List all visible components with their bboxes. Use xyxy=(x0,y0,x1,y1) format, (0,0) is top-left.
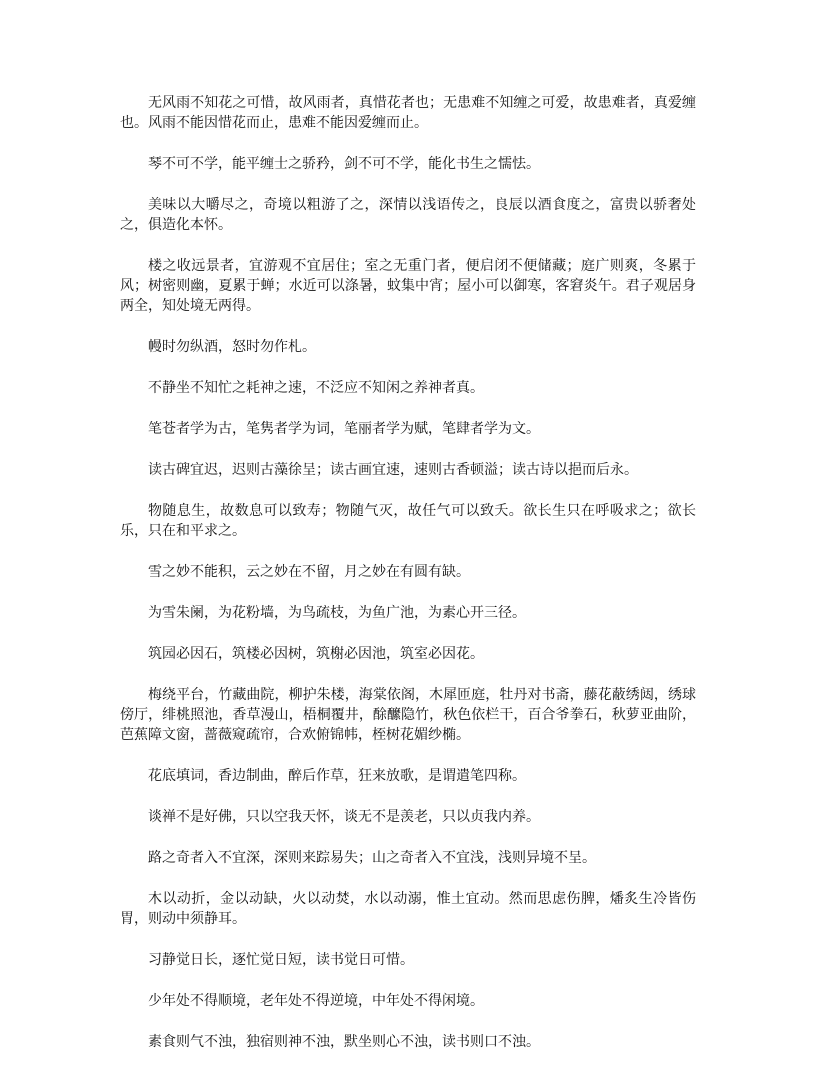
paragraph: 梅绕平台，竹藏曲院，柳护朱楼，海棠依阁，木犀匝庭，牡丹对书斋，藤花蔽绣闼，绣球傍厅，绯桃照池，香草漫山，梧桐覆井，酴醿隐竹，秋色依栏干，百合爷拳石，秋萝亚曲阶，芭蕉障文窗，蔷薇窥疏帘，合欢俯锦帏，桎树花媚纱椭。 xyxy=(120,687,696,743)
paragraph: 楼之收远景者，宜游观不宜居住；室之无重门者，便启闭不便储藏；庭广则爽，冬累于风；树密则幽，夏累于蝉；水近可以涤暑，蚊集中宵；屋小可以御寒，客窘炎午。君子观居身两全，知处境无两得。 xyxy=(120,258,696,314)
paragraph: 为雪朱阑，为花粉墙，为鸟疏枝，为鱼广池，为素心开三径。 xyxy=(148,605,526,621)
paragraph: 素食则气不浊，独宿则神不浊，默坐则心不浊，读书则口不浊。 xyxy=(148,1034,540,1050)
paragraph: 木以动折，金以动缺，火以动焚，水以动溺，惟土宜动。然而思虑伤脾，燔炙生冷皆伤胃，则动中须静耳。 xyxy=(120,891,696,927)
paragraph: 不静坐不知忙之耗神之速，不泛应不知闲之养神者真。 xyxy=(148,380,484,396)
paragraph: 美味以大嚼尽之，奇境以粗游了之，深情以浅语传之，良辰以酒食度之，富贵以骄奢处之，俱造化本怀。 xyxy=(120,197,696,233)
document-body xyxy=(120,93,696,1073)
paragraph: 幔时勿纵酒，怒时勿作札。 xyxy=(148,339,316,355)
paragraph: 雪之妙不能积，云之妙在不留，月之妙在有圆有缺。 xyxy=(148,564,470,580)
paragraph: 少年处不得顺境，老年处不得逆境，中年处不得闲境。 xyxy=(148,993,484,1009)
paragraph: 习静觉日长，逐忙觉日短，读书觉日可惜。 xyxy=(148,952,414,968)
paragraph: 谈禅不是好佛，只以空我天怀，谈无不是羡老，只以贞我内养。 xyxy=(148,809,540,825)
paragraph: 花底填词，香边制曲，醉后作草，狂来放歌，是谓遣笔四称。 xyxy=(148,768,526,784)
paragraph: 无风雨不知花之可惜，故风雨者，真惜花者也；无患难不知缠之可爱，故患难者，真爱缠也。风雨不能因惜花而止，患难不能因爱缠而止。 xyxy=(120,95,696,131)
paragraph: 路之奇者入不宜深，深则来踪易失；山之奇者入不宜浅，浅则异境不呈。 xyxy=(148,850,596,866)
paragraph: 读古碑宜迟，迟则古藻徐呈；读古画宜速，速则古香顿溢；读古诗以挹而后永。 xyxy=(148,462,638,478)
paragraph: 物随息生，故数息可以致寿；物随气灭，故任气可以致夭。欲长生只在呼吸求之；欲长乐，只在和平求之。 xyxy=(120,503,696,539)
paragraph: 琴不可不学，能平缠士之骄矜，剑不可不学，能化书生之懦怯。 xyxy=(148,156,540,172)
paragraph: 筑园必因石，筑楼必因树，筑榭必因池，筑室必因花。 xyxy=(148,646,484,662)
paragraph: 笔苍者学为古，笔隽者学为词，笔丽者学为赋，笔肆者学为文。 xyxy=(148,421,540,437)
